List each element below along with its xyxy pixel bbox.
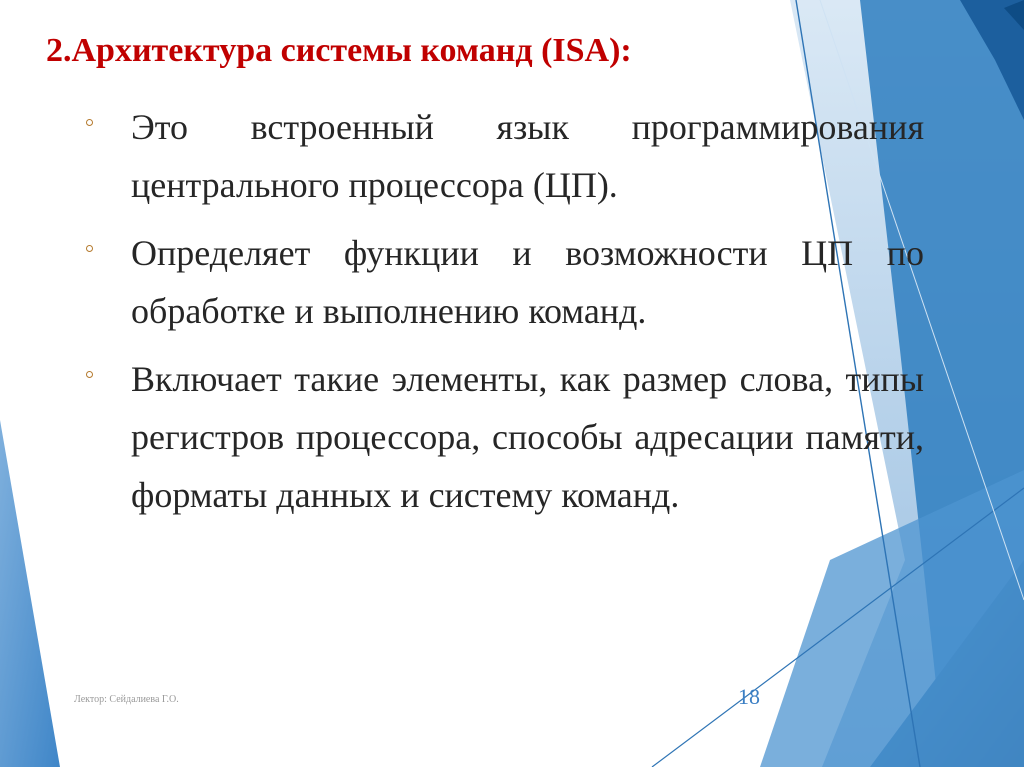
bullet-circle-icon <box>86 245 93 252</box>
bullet-list <box>86 98 924 534</box>
bullet-item <box>86 224 924 340</box>
bullet-item <box>86 350 924 524</box>
page-number: 18 <box>738 684 760 709</box>
slide-title: 2.Архитектура системы команд (ISA): <box>46 32 632 69</box>
decor-left-triangle <box>0 420 60 767</box>
bullet-text: Определяет функции и возможности ЦП по обработке и выполнению команд. <box>131 233 924 331</box>
footer-author: Лектор: Сейдалиева Г.О. <box>74 694 179 705</box>
bullet-text: Включает такие элементы, как размер слова, типы регистров процессора, способы адресации памяти, форматы данных и систему команд. <box>131 359 924 515</box>
bullet-circle-icon <box>86 119 93 126</box>
bullet-circle-icon <box>86 371 93 378</box>
bullet-text: Это встроенный язык программирования центрального процессора (ЦП). <box>131 107 924 205</box>
bullet-item <box>86 98 924 214</box>
